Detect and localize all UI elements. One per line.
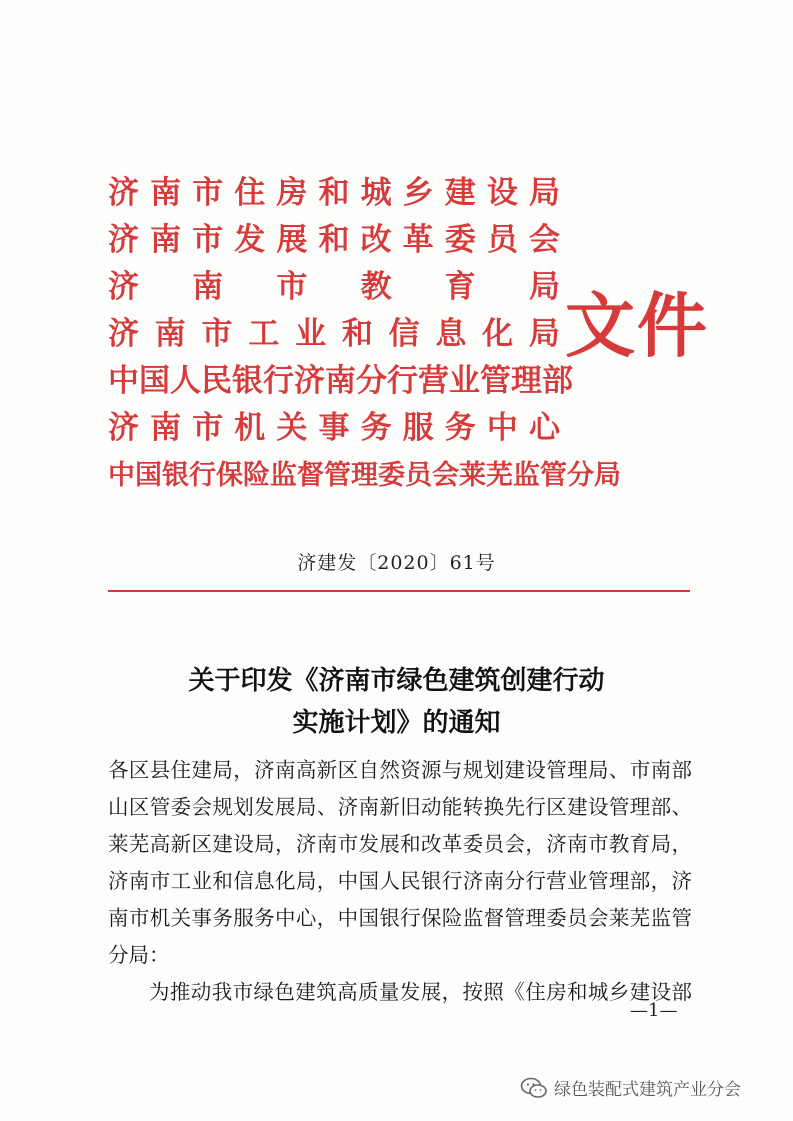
issuer-line bbox=[108, 264, 560, 311]
issuer-char: 济 bbox=[294, 363, 325, 399]
body-line: 分局： bbox=[108, 943, 170, 967]
document-number: 济建发〔2020〕61号 bbox=[297, 552, 496, 574]
issuer-char: 银 bbox=[232, 363, 263, 399]
page-number: —1— bbox=[630, 1000, 678, 1021]
issuer-char: 会 bbox=[432, 460, 459, 491]
issuer-char: 事 bbox=[318, 410, 350, 446]
issuer-char: 工 bbox=[248, 316, 280, 352]
issuer-char: 部 bbox=[542, 363, 573, 399]
body-line: 济南市工业和信息化局，中国人民银行济南分行营业管理部，济 bbox=[108, 869, 692, 893]
issuer-char: 业 bbox=[449, 363, 480, 399]
issuer-char: 济 bbox=[108, 175, 139, 211]
issuer-char: 民 bbox=[201, 363, 232, 399]
issuer-char: 乡 bbox=[402, 175, 434, 211]
body-paragraph-start: 为推动我市绿色建筑高质量发展，按照《住房和城乡建设部 bbox=[149, 980, 692, 1004]
issuer-char: 务 bbox=[360, 410, 392, 446]
issuer-char: 委 bbox=[444, 222, 476, 258]
issuing-authorities bbox=[108, 170, 621, 499]
issuer-char: 务 bbox=[444, 410, 476, 446]
issuer-char: 局 bbox=[594, 460, 621, 491]
document-title bbox=[0, 660, 793, 744]
issuer-char: 房 bbox=[276, 175, 308, 211]
issuer-line bbox=[108, 358, 573, 405]
issuer-char: 保 bbox=[216, 460, 243, 491]
document-mark: 文件 bbox=[565, 284, 709, 367]
issuer-char: 莱 bbox=[459, 460, 486, 491]
wechat-icon bbox=[520, 1077, 548, 1099]
title-line-2: 实施计划》的通知 bbox=[292, 708, 501, 738]
issuer-line bbox=[108, 311, 560, 358]
issuer-char: 员 bbox=[405, 460, 432, 491]
issuer-char: 委 bbox=[378, 460, 405, 491]
red-divider-line bbox=[108, 590, 690, 592]
issuer-char: 南 bbox=[150, 410, 182, 446]
issuer-char: 化 bbox=[482, 316, 514, 352]
issuer-char: 机 bbox=[234, 410, 266, 446]
issuer-char: 芜 bbox=[486, 460, 513, 491]
issuer-char: 理 bbox=[351, 460, 378, 491]
issuer-char: 关 bbox=[276, 410, 308, 446]
issuer-char: 局 bbox=[528, 175, 560, 211]
issuer-char: 局 bbox=[528, 316, 560, 352]
issuer-char: 市 bbox=[201, 316, 233, 352]
issuer-char: 心 bbox=[528, 410, 560, 446]
issuer-char: 市 bbox=[192, 175, 224, 211]
issuer-char: 行 bbox=[387, 363, 418, 399]
issuer-char: 管 bbox=[324, 460, 351, 491]
watermark bbox=[520, 1075, 741, 1100]
title-line-1: 关于印发《济南市绿色建筑创建行动 bbox=[188, 666, 605, 696]
issuer-char: 中 bbox=[108, 363, 139, 399]
issuer-char: 理 bbox=[511, 363, 542, 399]
issuer-char: 住 bbox=[234, 175, 266, 211]
body-line: 南市机关事务服务中心，中国银行保险监督管理委员会莱芜监管 bbox=[108, 906, 692, 930]
issuer-char: 设 bbox=[486, 175, 518, 211]
issuer-char: 教 bbox=[360, 269, 392, 305]
issuer-char: 人 bbox=[170, 363, 201, 399]
issuer-char: 和 bbox=[318, 175, 350, 211]
issuer-char: 市 bbox=[192, 222, 224, 258]
issuer-char: 南 bbox=[150, 222, 182, 258]
issuer-char: 行 bbox=[189, 460, 216, 491]
issuer-char: 南 bbox=[154, 316, 186, 352]
issuer-char: 和 bbox=[341, 316, 373, 352]
issuer-char: 业 bbox=[295, 316, 327, 352]
issuer-char: 市 bbox=[276, 269, 308, 305]
issuer-char: 营 bbox=[418, 363, 449, 399]
issuer-char: 建 bbox=[444, 175, 476, 211]
issuer-char: 南 bbox=[325, 363, 356, 399]
issuer-char: 险 bbox=[243, 460, 270, 491]
issuer-char: 济 bbox=[108, 222, 139, 258]
issuer-char: 济 bbox=[108, 316, 139, 352]
issuer-char: 济 bbox=[108, 269, 139, 305]
issuer-line bbox=[108, 452, 621, 499]
issuer-char: 分 bbox=[567, 460, 594, 491]
issuer-char: 行 bbox=[263, 363, 294, 399]
issuer-char: 发 bbox=[234, 222, 266, 258]
issuer-char: 银 bbox=[162, 460, 189, 491]
body-line: 山区管委会规划发展局、济南新旧动能转换先行区建设管理部、 bbox=[108, 795, 692, 819]
issuer-char: 南 bbox=[192, 269, 224, 305]
issuer-char: 城 bbox=[360, 175, 392, 211]
issuer-char: 中 bbox=[108, 460, 135, 491]
issuer-char: 国 bbox=[139, 363, 170, 399]
issuer-char: 局 bbox=[528, 269, 560, 305]
issuer-char: 分 bbox=[356, 363, 387, 399]
issuer-char: 南 bbox=[150, 175, 182, 211]
watermark-text: 绿色装配式建筑产业分会 bbox=[554, 1080, 741, 1100]
issuer-char: 革 bbox=[402, 222, 434, 258]
issuer-char: 信 bbox=[388, 316, 420, 352]
issuer-char: 监 bbox=[513, 460, 540, 491]
issuer-char: 督 bbox=[297, 460, 324, 491]
issuer-char: 息 bbox=[435, 316, 467, 352]
body-line: 各区县住建局，济南高新区自然资源与规划建设管理局、市南部 bbox=[108, 758, 692, 782]
issuer-char: 济 bbox=[108, 410, 139, 446]
issuer-char: 监 bbox=[270, 460, 297, 491]
issuer-line bbox=[108, 170, 560, 217]
issuer-char: 管 bbox=[480, 363, 511, 399]
issuer-char: 服 bbox=[402, 410, 434, 446]
issuer-line bbox=[108, 405, 560, 452]
issuer-char: 和 bbox=[318, 222, 350, 258]
document-body bbox=[108, 752, 692, 1011]
issuer-char: 中 bbox=[486, 410, 518, 446]
issuer-line bbox=[108, 217, 560, 264]
issuer-char: 育 bbox=[444, 269, 476, 305]
body-line: 莱芜高新区建设局，济南市发展和改革委员会，济南市教育局， bbox=[108, 832, 692, 856]
issuer-char: 管 bbox=[540, 460, 567, 491]
issuer-char: 展 bbox=[276, 222, 308, 258]
issuer-char: 国 bbox=[135, 460, 162, 491]
issuer-char: 员 bbox=[486, 222, 518, 258]
issuer-char: 市 bbox=[192, 410, 224, 446]
issuer-char: 改 bbox=[360, 222, 392, 258]
issuer-char: 会 bbox=[528, 222, 560, 258]
